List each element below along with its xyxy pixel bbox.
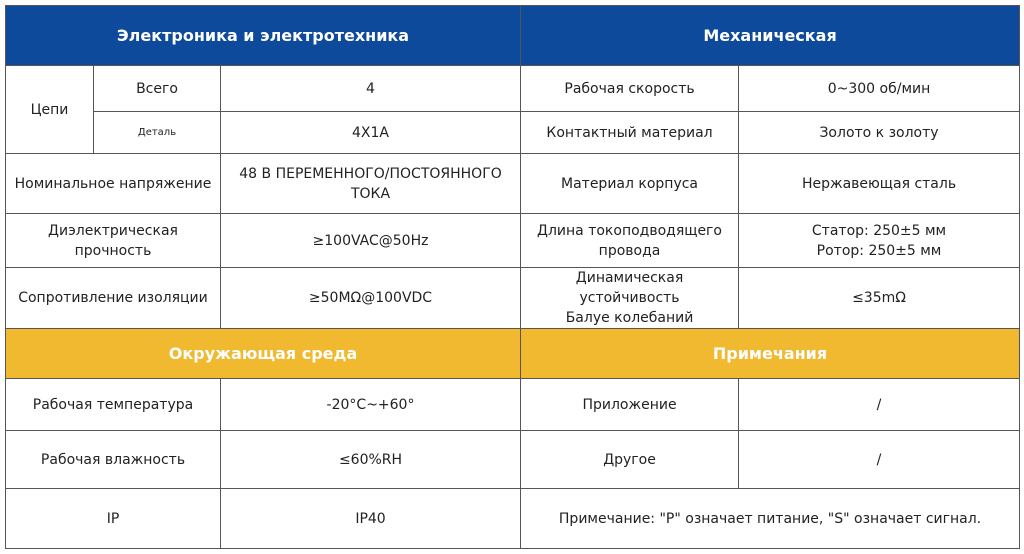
- note-text: Примечание: "P" означает питание, "S" означает сигнал.: [521, 489, 1020, 549]
- header-row-top: [6, 6, 1020, 66]
- contact-label: Контактный материал: [521, 112, 739, 154]
- application-label: Приложение: [521, 379, 739, 431]
- section-header-notes: Примечания: [521, 329, 1020, 379]
- table-row: [6, 379, 1020, 431]
- ip-value: IP40: [221, 489, 521, 549]
- housing-value: Нержавеющая сталь: [739, 154, 1020, 214]
- other-label: Другое: [521, 431, 739, 489]
- dielectric-value: ≥100VAC@50Hz: [221, 214, 521, 268]
- insulation-value: ≥50MΩ@100VDC: [221, 268, 521, 329]
- table-row: [6, 431, 1020, 489]
- voltage-value: 48 В ПЕРЕМЕННОГО/ПОСТОЯННОГО ТОКА: [221, 154, 521, 214]
- humidity-value: ≤60%RH: [221, 431, 521, 489]
- spec-table: [5, 5, 1020, 549]
- insulation-label: Сопротивление изоляции: [6, 268, 221, 329]
- table-row: [6, 214, 1020, 268]
- lead-stator: Статор: 250±5 мм: [811, 222, 947, 239]
- table-row: [6, 268, 1020, 329]
- voltage-label: Номинальное напряжение: [6, 154, 221, 214]
- contact-value: Золото к золоту: [739, 112, 1020, 154]
- speed-value: 0~300 об/мин: [739, 66, 1020, 112]
- application-value: /: [739, 379, 1020, 431]
- table-row: [6, 66, 1020, 112]
- detail-label: Деталь: [94, 112, 221, 154]
- table-row: [6, 489, 1020, 549]
- lead-label: Длина токоподводящего провода: [521, 214, 739, 268]
- lead-rotor: Ротор: 250±5 мм: [816, 242, 942, 259]
- spec-table-container: [5, 5, 1020, 549]
- total-label: Всего: [94, 66, 221, 112]
- ip-label: IP: [6, 489, 221, 549]
- lead-value: [739, 214, 1020, 268]
- header-row-bottom: [6, 329, 1020, 379]
- section-header-mechanical: Механическая: [521, 6, 1020, 66]
- temp-value: -20°C~+60°: [221, 379, 521, 431]
- dynamic-value: ≤35mΩ: [739, 268, 1020, 329]
- dynamic-label: [521, 268, 739, 329]
- total-value: 4: [221, 66, 521, 112]
- dynamic-label-line-2: Балуе колебаний: [565, 310, 694, 326]
- temp-label: Рабочая температура: [6, 379, 221, 431]
- table-row: [6, 112, 1020, 154]
- dielectric-label: Диэлектрическая прочность: [6, 214, 221, 268]
- speed-label: Рабочая скорость: [521, 66, 739, 112]
- other-value: /: [739, 431, 1020, 489]
- dynamic-label-line-1: Динамическая устойчивость: [575, 270, 684, 306]
- section-header-environment: Окружающая среда: [6, 329, 521, 379]
- detail-value: 4X1A: [221, 112, 521, 154]
- housing-label: Материал корпуса: [521, 154, 739, 214]
- table-row: [6, 154, 1020, 214]
- section-header-electronics: Электроника и электротехника: [6, 6, 521, 66]
- humidity-label: Рабочая влажность: [6, 431, 221, 489]
- circuits-label: Цепи: [6, 66, 94, 154]
